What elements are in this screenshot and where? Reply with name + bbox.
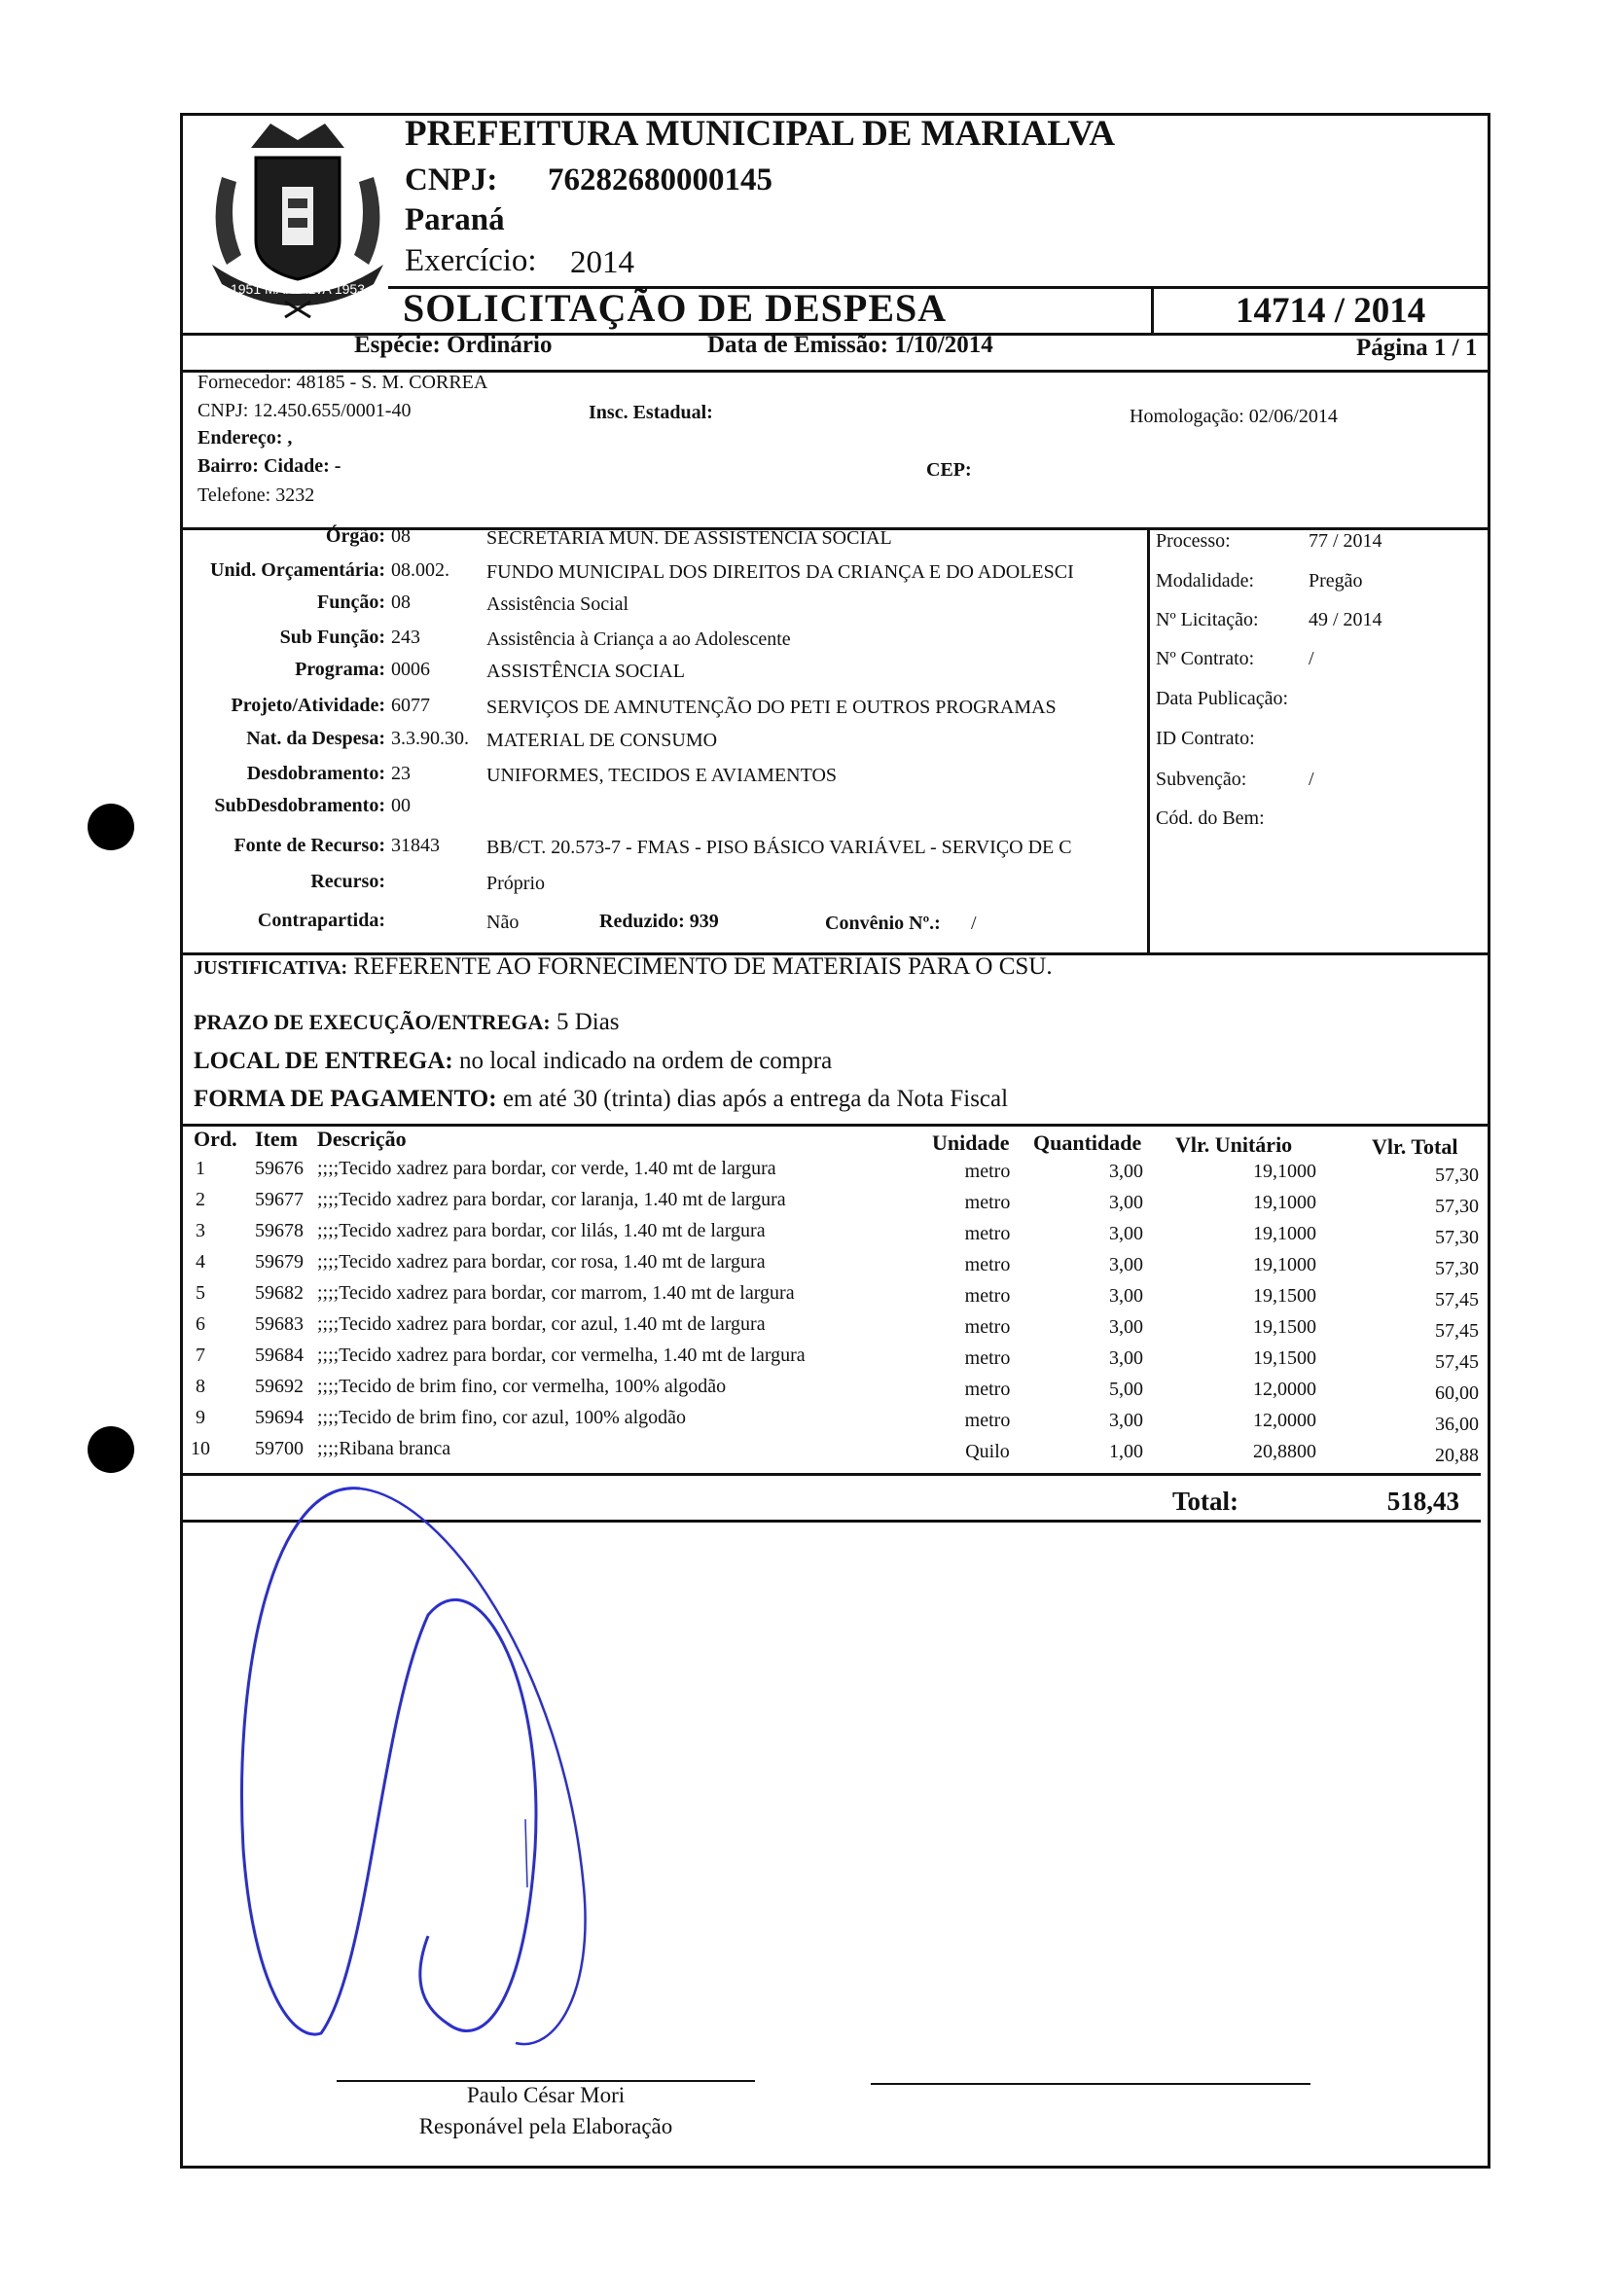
org-cnpj-label: CNPJ: [405,162,498,197]
item-unit-price: 19,1500 [1253,1285,1316,1307]
item-total: 20,88 [1435,1445,1479,1466]
signer-role: Responável pela Elaboração [418,2114,673,2138]
total-value: 518,43 [1386,1487,1459,1516]
justificativa-text: REFERENTE AO FORNECIMENTO DE MATERIAIS PARA O CSU. [353,953,1053,980]
item-ord: 5 [196,1282,205,1304]
document-number: 14714 / 2014 [1236,291,1426,331]
dotacao-label: Fonte de Recurso: [233,835,385,856]
item-total: 57,45 [1435,1320,1479,1342]
dotacao-code: 08 [391,525,411,547]
column-header: Item [255,1127,298,1151]
item-total: 57,45 [1435,1351,1479,1373]
punch-hole [88,1426,134,1473]
signature-line-2 [871,2083,1310,2085]
item-code: 59682 [255,1282,304,1304]
dotacao-description: SERVIÇOS DE AMNUTENÇÃO DO PETI E OUTROS PROGRAMAS [486,697,1057,718]
frame-right [1488,113,1490,2169]
item-quantity: 5,00 [1109,1379,1143,1400]
dotacao-code: 0006 [391,659,430,680]
item-code: 59676 [255,1158,304,1179]
item-unit: metro [964,1285,1011,1307]
item-unit-price: 19,1000 [1253,1192,1316,1213]
prazo-entrega [194,1009,620,1036]
insc-estadual: Insc. Estadual: [589,402,713,423]
exercicio-label: Exercício: [405,243,537,278]
telefone: Telefone: 3232 [197,484,315,506]
licitacao-label: Nº Contrato: [1156,648,1255,669]
dotacao-code: 31843 [391,835,440,856]
column-header: Ord. [194,1127,237,1151]
item-unit: metro [964,1161,1011,1182]
fornecedor: Fornecedor: 48185 - S. M. CORREA [197,372,488,393]
column-header: Descrição [317,1127,407,1151]
page-indicator: Página 1 / 1 [1356,335,1478,361]
item-total: 57,30 [1435,1227,1479,1248]
dotacao-label: Função: [317,592,385,613]
document-title: SOLICITAÇÃO DE DESPESA [403,286,948,330]
column-header: Quantidade [1033,1130,1142,1155]
org-cnpj-value: 76282680000145 [548,162,772,197]
item-code: 59679 [255,1251,304,1273]
dotacao-description: ASSISTÊNCIA SOCIAL [486,661,685,682]
convenio-label: Convênio Nº.: [825,913,941,934]
item-ord: 8 [196,1376,205,1397]
item-unit-price: 19,1000 [1253,1161,1316,1182]
pagamento-text: em até 30 (trinta) dias após a entrega da Nota Fiscal [502,1086,1009,1112]
dotacao-label: Desdobramento: [246,763,385,784]
total-label: Total: [1172,1487,1239,1516]
dotacao-code: 6077 [391,695,430,716]
item-description: ;;;;Ribana branca [317,1438,451,1459]
dotacao-description: Assistência Social [486,593,629,615]
item-quantity: 3,00 [1109,1316,1143,1338]
item-unit: metro [964,1347,1011,1369]
column-header: Unidade [932,1130,1010,1155]
licitacao-label: Modalidade: [1156,570,1255,592]
dotacao-code: 00 [391,795,411,816]
item-unit: metro [964,1379,1011,1400]
item-unit-price: 12,0000 [1253,1379,1316,1400]
signature-line [337,2080,755,2082]
coat-of-arms-logo [202,119,393,324]
reduzido: Reduzido: 939 [599,911,719,932]
prazo-label: PRAZO DE EXECUÇÃO/ENTREGA: [194,1010,551,1034]
item-ord: 9 [196,1407,205,1428]
item-unit-price: 12,0000 [1253,1410,1316,1431]
dotacao-label: Contrapartida: [257,910,385,931]
convenio-value: / [971,913,977,934]
item-total: 36,00 [1435,1414,1479,1435]
item-total: 57,30 [1435,1196,1479,1217]
column-header: Vlr. Unitário [1175,1132,1293,1157]
licitacao-value: 49 / 2014 [1309,609,1382,630]
divider [180,1473,1481,1476]
item-total: 60,00 [1435,1382,1479,1404]
item-ord: 6 [196,1313,205,1335]
dotacao-code: 23 [391,763,411,784]
item-quantity: 3,00 [1109,1285,1143,1307]
item-unit: metro [964,1254,1011,1275]
handwritten-signature [233,1479,642,2067]
dotacao-label: Nat. da Despesa: [246,728,385,749]
item-ord: 7 [196,1345,205,1366]
item-description: ;;;;Tecido xadrez para bordar, cor azul, 1.40 mt de largura [317,1313,766,1335]
item-unit: metro [964,1192,1011,1213]
homologacao: Homologação: 02/06/2014 [1130,406,1338,427]
item-description: ;;;;Tecido de brim fino, cor azul, 100% algodão [317,1407,687,1428]
dotacao-code: 3.3.90.30. [391,728,469,749]
dotacao-label: Projeto/Atividade: [231,695,385,716]
licitacao-label: ID Contrato: [1156,728,1255,749]
local-text: no local indicado na ordem de compra [458,1048,833,1074]
justificativa-label: JUSTIFICATIVA: [194,957,348,979]
licitacao-label: Subvenção: [1156,769,1247,790]
pagamento-label: FORMA DE PAGAMENTO: [194,1086,497,1112]
item-description: ;;;;Tecido de brim fino, cor vermelha, 100% algodão [317,1376,727,1397]
column-header: Vlr. Total [1372,1134,1458,1159]
item-total: 57,45 [1435,1289,1479,1310]
item-unit-price: 20,8800 [1253,1441,1316,1462]
item-description: ;;;;Tecido xadrez para bordar, cor vermelha, 1.40 mt de largura [317,1345,806,1366]
item-quantity: 3,00 [1109,1347,1143,1369]
item-unit: Quilo [965,1441,1010,1462]
divider [1147,527,1150,954]
licitacao-label: Nº Licitação: [1156,609,1259,630]
item-code: 59694 [255,1407,304,1428]
item-code: 59678 [255,1220,304,1241]
item-ord: 3 [196,1220,205,1241]
exercicio-value: 2014 [570,245,634,280]
dotacao-label: Recurso: [310,871,385,892]
item-description: ;;;;Tecido xadrez para bordar, cor laranja, 1.40 mt de largura [317,1189,786,1210]
dotacao-description: UNIFORMES, TECIDOS E AVIAMENTOS [486,765,838,786]
dotacao-description: Assistência à Criança a ao Adolescente [486,628,791,650]
logo-text: 1951 MARIALVA 1953 [230,281,366,297]
licitacao-value: 77 / 2014 [1309,530,1382,552]
item-description: ;;;;Tecido xadrez para bordar, cor rosa, 1.40 mt de largura [317,1251,766,1273]
item-description: ;;;;Tecido xadrez para bordar, cor verde, 1.40 mt de largura [317,1158,776,1179]
item-total: 57,30 [1435,1165,1479,1186]
item-description: ;;;;Tecido xadrez para bordar, cor marrom, 1.40 mt de largura [317,1282,795,1304]
item-ord: 2 [196,1189,205,1210]
dotacao-description: MATERIAL DE CONSUMO [486,730,718,751]
state: Paraná [405,202,505,237]
especie: Espécie: Ordinário [354,332,553,358]
divider [1151,286,1154,335]
item-quantity: 3,00 [1109,1223,1143,1244]
punch-hole [88,804,134,850]
dotacao-code: 243 [391,627,420,648]
bairro-cidade: Bairro: Cidade: - [197,455,341,477]
local-entrega [194,1048,832,1075]
item-unit-price: 19,1500 [1253,1316,1316,1338]
dotacao-code: 08 [391,592,411,613]
item-code: 59677 [255,1189,304,1210]
frame-bottom [180,2166,1490,2169]
item-quantity: 3,00 [1109,1254,1143,1275]
item-unit: metro [964,1410,1011,1431]
item-quantity: 3,00 [1109,1161,1143,1182]
forma-pagamento [194,1086,1008,1113]
item-code: 59683 [255,1313,304,1335]
dotacao-label: Sub Função: [279,627,385,648]
dotacao-label: Programa: [295,659,385,680]
signer-name: Paulo César Mori [466,2083,626,2107]
item-ord: 4 [196,1251,205,1273]
dotacao-description: BB/CT. 20.573-7 - FMAS - PISO BÁSICO VARIÁVEL - SERVIÇO DE C [486,837,1072,858]
item-unit-price: 19,1000 [1253,1254,1316,1275]
organization-name: PREFEITURA MUNICIPAL DE MARIALVA [405,114,1116,154]
dotacao-code: 08.002. [391,559,449,581]
dotacao-label: Unid. Orçamentária: [210,559,385,581]
item-unit-price: 19,1500 [1253,1347,1316,1369]
dotacao-label: SubDesdobramento: [214,795,385,816]
licitacao-label: Cód. do Bem: [1156,807,1265,829]
licitacao-label: Processo: [1156,530,1231,552]
item-total: 57,30 [1435,1258,1479,1279]
item-quantity: 3,00 [1109,1410,1143,1431]
endereco: Endereço: , [197,427,293,448]
justificativa [194,953,1053,981]
frame-left [180,113,183,2169]
fornecedor-cnpj: CNPJ: 12.450.655/0001-40 [197,400,412,421]
item-quantity: 3,00 [1109,1192,1143,1213]
dotacao-description: Próprio [486,873,545,894]
item-description: ;;;;Tecido xadrez para bordar, cor lilás, 1.40 mt de largura [317,1220,766,1241]
dotacao-description: SECRETARIA MUN. DE ASSISTÊNCIA SOCIAL [486,527,892,549]
cep: CEP: [926,459,972,481]
item-code: 59684 [255,1345,304,1366]
item-code: 59692 [255,1376,304,1397]
item-unit: metro [964,1223,1011,1244]
dotacao-description: FUNDO MUNICIPAL DOS DIREITOS DA CRIANÇA E DO ADOLESCI [486,561,1074,583]
dotacao-label: Órgão: [325,525,385,547]
prazo-text: 5 Dias [556,1009,620,1035]
item-code: 59700 [255,1438,304,1459]
item-quantity: 1,00 [1109,1441,1143,1462]
local-label: LOCAL DE ENTREGA: [194,1048,453,1074]
licitacao-value: / [1309,769,1314,790]
licitacao-value: / [1309,648,1314,669]
item-unit-price: 19,1000 [1253,1223,1316,1244]
item-ord: 10 [191,1438,210,1459]
item-unit: metro [964,1316,1011,1338]
licitacao-value: Pregão [1309,570,1363,592]
item-ord: 1 [196,1158,205,1179]
licitacao-label: Data Publicação: [1156,688,1289,709]
data-emissao: Data de Emissão: 1/10/2014 [707,332,993,358]
dotacao-description: Não [486,912,520,933]
